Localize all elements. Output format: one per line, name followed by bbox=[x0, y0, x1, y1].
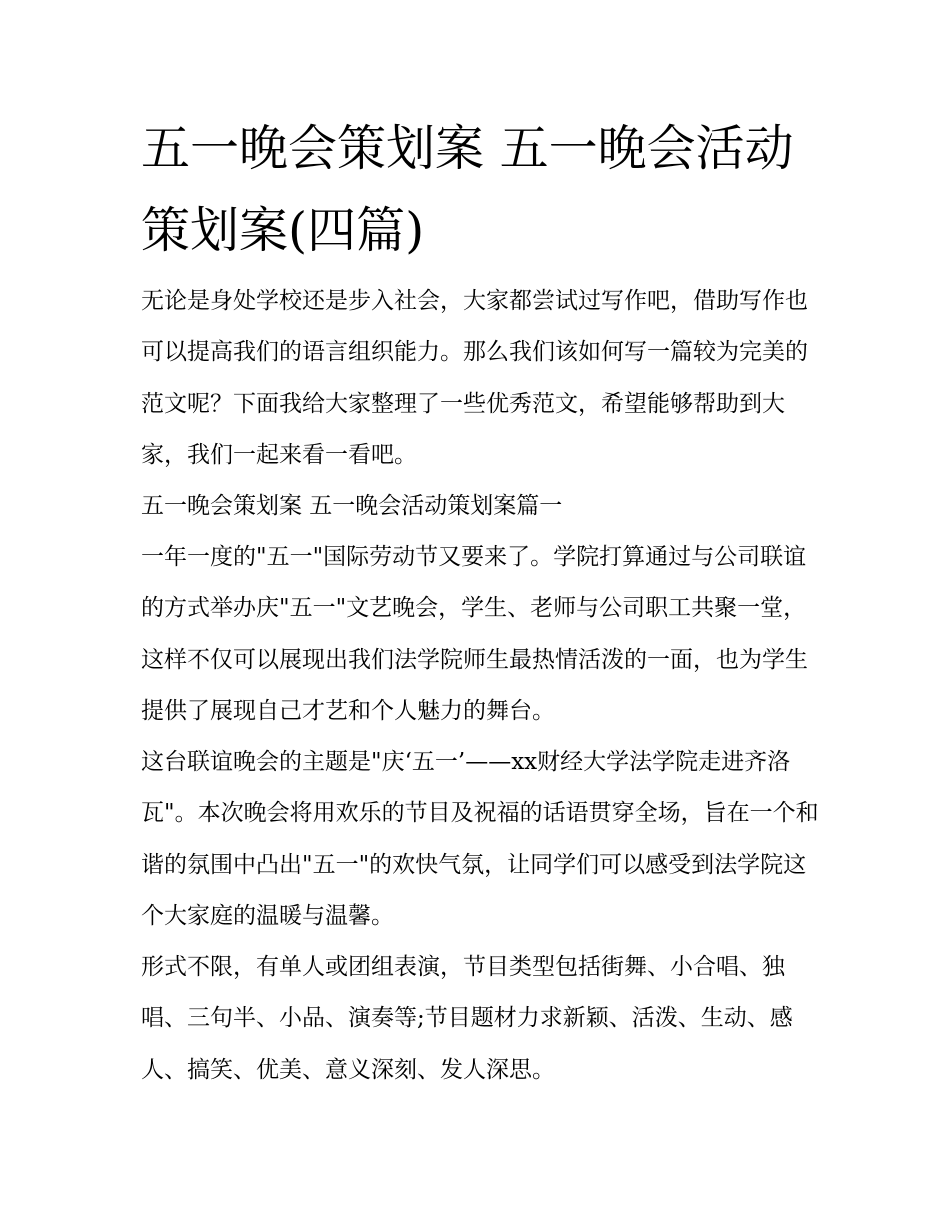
section-heading: 五一晚会策划案 五一晚会活动策划案篇一 bbox=[141, 493, 563, 519]
intro-paragraph: 无论是身处学校还是步入社会，大家都尝试过写作吧，借助写作也可以提高我们的语言组织能力。那么我们该如何写一篇较为完美的范文呢？下面我给大家整理了一些优秀范文，希望能够帮助到大家，我们一起来看一看吧。 bbox=[141, 288, 808, 468]
body-paragraph-2: 这台联谊晚会的主题是"庆‘五一’——xx财经大学法学院走进齐洛瓦"。本次晚会将用欢乐的节目及祝福的话语贯穿全场，旨在一个和谐的氛围中凸出"五一"的欢快气氛，让同学们可以感受到法学院这个大家庭的温暖与温馨。 bbox=[141, 749, 819, 929]
body-paragraph-1: 一年一度的"五一"国际劳动节又要来了。学院打算通过与公司联谊的方式举办庆"五一"文艺晚会，学生、老师与公司职工共聚一堂，这样不仅可以展现出我们法学院师生最热情活泼的一面，也为学生提供了展现自己才艺和个人魅力的舞台。 bbox=[141, 544, 808, 724]
document-title: 五一晚会策划案 五一晚会活动策划案(四篇) bbox=[141, 120, 794, 259]
body-paragraph-3: 形式不限，有单人或团组表演，节目类型包括街舞、小合唱、独唱、三句半、小品、演奏等;节目题材力求新颖、活泼、生动、感人、搞笑、优美、意义深刻、发人深思。 bbox=[141, 954, 793, 1083]
